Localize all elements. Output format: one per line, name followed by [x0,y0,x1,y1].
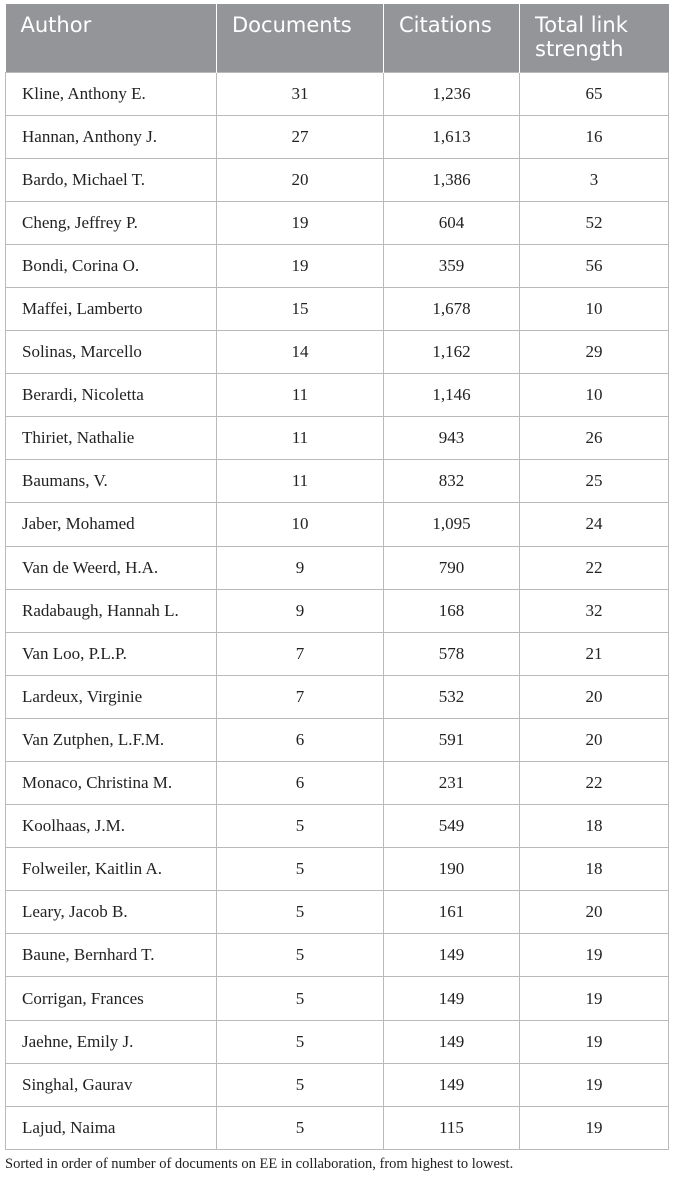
cell-citations: 115 [384,1106,520,1149]
table-row [6,1020,669,1063]
cell-documents: 6 [217,762,384,805]
author-table-container [5,4,668,1150]
cell-documents: 14 [217,331,384,374]
cell-author: Lajud, Naima [6,1106,217,1149]
cell-citations: 549 [384,805,520,848]
table-row [6,72,669,115]
cell-citations: 190 [384,848,520,891]
cell-total-link-strength: 3 [520,158,669,201]
table-row [6,934,669,977]
cell-author: Cheng, Jeffrey P. [6,201,217,244]
cell-total-link-strength: 20 [520,718,669,761]
table-row [6,675,669,718]
cell-documents: 11 [217,374,384,417]
cell-citations: 832 [384,460,520,503]
cell-documents: 5 [217,977,384,1020]
cell-author: Thiriet, Nathalie [6,417,217,460]
cell-documents: 11 [217,460,384,503]
cell-total-link-strength: 20 [520,891,669,934]
table-row [6,460,669,503]
cell-author: Jaber, Mohamed [6,503,217,546]
cell-citations: 591 [384,718,520,761]
cell-documents: 7 [217,675,384,718]
cell-documents: 5 [217,848,384,891]
cell-documents: 20 [217,158,384,201]
cell-citations: 1,236 [384,72,520,115]
cell-total-link-strength: 52 [520,201,669,244]
cell-citations: 231 [384,762,520,805]
table-row [6,201,669,244]
cell-author: Baune, Bernhard T. [6,934,217,977]
table-row [6,115,669,158]
cell-author: Folweiler, Kaitlin A. [6,848,217,891]
author-table [5,4,669,1150]
cell-documents: 27 [217,115,384,158]
cell-documents: 31 [217,72,384,115]
table-row [6,503,669,546]
cell-total-link-strength: 32 [520,589,669,632]
cell-author: Bondi, Corina O. [6,244,217,287]
table-row [6,244,669,287]
cell-total-link-strength: 19 [520,1020,669,1063]
cell-total-link-strength: 29 [520,331,669,374]
cell-documents: 15 [217,287,384,330]
cell-author: Van de Weerd, H.A. [6,546,217,589]
table-row [6,546,669,589]
cell-citations: 1,613 [384,115,520,158]
cell-author: Berardi, Nicoletta [6,374,217,417]
table-row [6,287,669,330]
cell-total-link-strength: 22 [520,762,669,805]
cell-citations: 604 [384,201,520,244]
cell-documents: 9 [217,546,384,589]
table-row [6,762,669,805]
header-author: Author [6,4,217,72]
cell-documents: 5 [217,1106,384,1149]
cell-documents: 19 [217,244,384,287]
cell-citations: 149 [384,977,520,1020]
cell-total-link-strength: 24 [520,503,669,546]
table-row [6,977,669,1020]
cell-documents: 5 [217,1020,384,1063]
cell-citations: 1,095 [384,503,520,546]
cell-author: Hannan, Anthony J. [6,115,217,158]
cell-citations: 790 [384,546,520,589]
cell-total-link-strength: 10 [520,287,669,330]
cell-total-link-strength: 65 [520,72,669,115]
cell-citations: 149 [384,934,520,977]
cell-author: Radabaugh, Hannah L. [6,589,217,632]
cell-author: Jaehne, Emily J. [6,1020,217,1063]
cell-total-link-strength: 20 [520,675,669,718]
cell-author: Lardeux, Virginie [6,675,217,718]
table-row [6,417,669,460]
cell-total-link-strength: 18 [520,848,669,891]
table-row [6,805,669,848]
cell-citations: 532 [384,675,520,718]
table-row [6,1063,669,1106]
cell-author: Van Zutphen, L.F.M. [6,718,217,761]
table-row [6,891,669,934]
cell-documents: 10 [217,503,384,546]
cell-author: Koolhaas, J.M. [6,805,217,848]
table-row [6,158,669,201]
cell-total-link-strength: 22 [520,546,669,589]
cell-total-link-strength: 21 [520,632,669,675]
cell-total-link-strength: 18 [520,805,669,848]
cell-citations: 1,386 [384,158,520,201]
cell-citations: 1,678 [384,287,520,330]
cell-citations: 161 [384,891,520,934]
cell-citations: 149 [384,1063,520,1106]
cell-citations: 359 [384,244,520,287]
cell-author: Van Loo, P.L.P. [6,632,217,675]
cell-total-link-strength: 19 [520,1106,669,1149]
cell-documents: 19 [217,201,384,244]
table-header-row [6,4,669,72]
cell-author: Leary, Jacob B. [6,891,217,934]
table-row [6,632,669,675]
cell-total-link-strength: 26 [520,417,669,460]
cell-author: Singhal, Gaurav [6,1063,217,1106]
cell-total-link-strength: 25 [520,460,669,503]
cell-documents: 5 [217,934,384,977]
table-row [6,331,669,374]
header-citations: Citations [384,4,520,72]
cell-total-link-strength: 10 [520,374,669,417]
table-row [6,374,669,417]
table-row [6,589,669,632]
cell-author: Solinas, Marcello [6,331,217,374]
cell-citations: 149 [384,1020,520,1063]
cell-documents: 5 [217,805,384,848]
table-row [6,1106,669,1149]
cell-total-link-strength: 19 [520,934,669,977]
table-row [6,848,669,891]
cell-documents: 7 [217,632,384,675]
cell-author: Maffei, Lamberto [6,287,217,330]
table-body [6,72,669,1149]
table-footnote: Sorted in order of number of documents on EE in collaboration, from highest to lowest. [5,1156,514,1172]
cell-documents: 5 [217,1063,384,1106]
cell-citations: 1,146 [384,374,520,417]
cell-total-link-strength: 19 [520,1063,669,1106]
cell-citations: 943 [384,417,520,460]
cell-documents: 5 [217,891,384,934]
table-row [6,718,669,761]
cell-citations: 1,162 [384,331,520,374]
cell-author: Baumans, V. [6,460,217,503]
cell-author: Monaco, Christina M. [6,762,217,805]
cell-total-link-strength: 19 [520,977,669,1020]
cell-documents: 6 [217,718,384,761]
cell-documents: 9 [217,589,384,632]
cell-total-link-strength: 16 [520,115,669,158]
cell-author: Bardo, Michael T. [6,158,217,201]
header-total-link-strength-line2: strength [535,37,624,61]
header-total-link-strength-line1: Total link [535,13,628,37]
cell-documents: 11 [217,417,384,460]
cell-author: Corrigan, Frances [6,977,217,1020]
header-total-link-strength [520,4,669,72]
header-documents: Documents [217,4,384,72]
cell-total-link-strength: 56 [520,244,669,287]
cell-author: Kline, Anthony E. [6,72,217,115]
cell-citations: 578 [384,632,520,675]
cell-citations: 168 [384,589,520,632]
